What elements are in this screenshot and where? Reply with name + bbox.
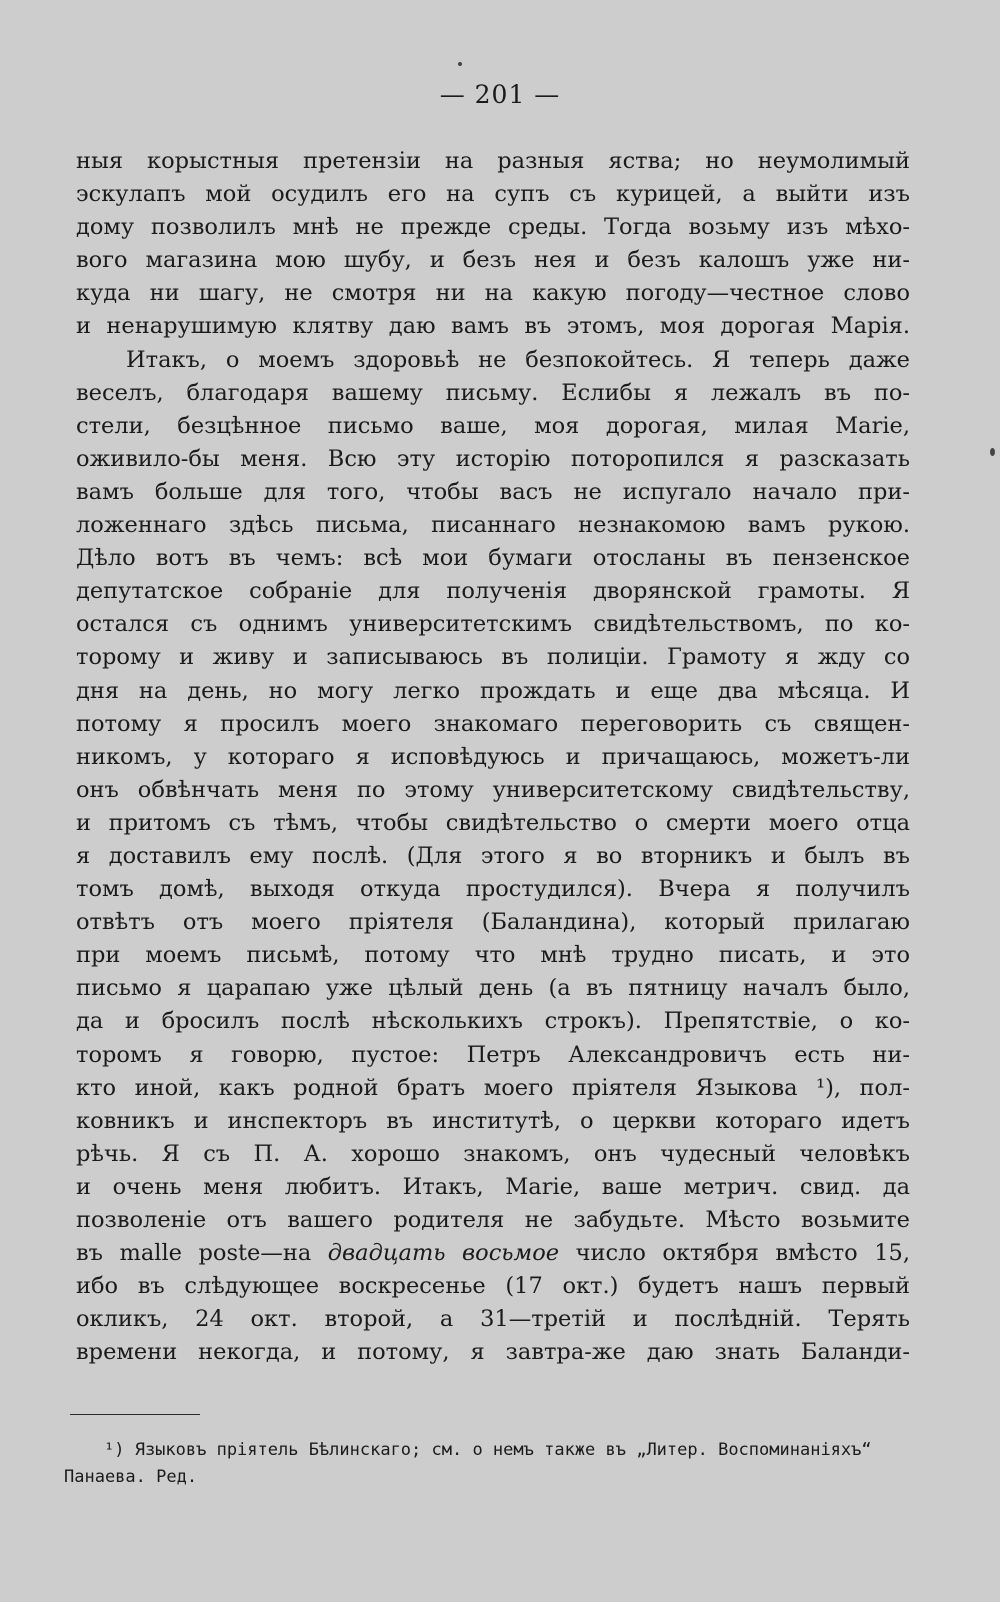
text-segment: въ malle poste—на (76, 1240, 312, 1267)
text-line: ныя корыстныя претензіи на разныя яства; но неумолимый (76, 148, 910, 174)
text-line: депутатское собраніе для полученія дворянской грамоты. Я (76, 578, 910, 605)
text-line: ложеннаго здѣсь письма, писаннаго незнакомою вамъ рукою. (76, 512, 910, 539)
text-line: дня на день, но могу легко прождать и еще два мѣсяца. И (76, 677, 910, 704)
text-line: позволеніе отъ вашего родителя не забудьте. Мѣсто возьмите (76, 1207, 910, 1233)
text-line: ковникъ и инспекторъ въ институтѣ, о церкви котораго идетъ (76, 1107, 910, 1134)
text-line: веселъ, благодаря вашему письму. Еслибы я лежалъ въ по- (76, 379, 910, 406)
body-text (76, 145, 910, 1369)
text-line: я доставилъ ему послѣ. (Для этого я во вторникъ и былъ въ (76, 842, 910, 869)
text-line: да и бросилъ послѣ нѣсколькихъ строкъ). Препятствіе, о ко- (76, 1008, 910, 1035)
text-line: оживило-бы меня. Всю эту исторію поторопился я разсказать (76, 445, 910, 472)
text-line: куда ни шагу, не смотря ни на какую погоду—честное слово (76, 280, 910, 307)
print-speck (458, 62, 462, 66)
text-line: торому и живу и записываюсь въ полиціи. Грамоту я жду со (76, 644, 910, 671)
text-line: торомъ я говорю, пустое: Петръ Александровичъ есть ни- (76, 1041, 910, 1068)
footnote-rule (70, 1414, 200, 1415)
text-line: онъ обвѣнчать меня по этому университетскому свидѣтельству, (76, 776, 910, 803)
footnote-line: Панаева. Ред. (64, 1467, 198, 1487)
text-line: вого магазина мою шубу, и безъ нея и безъ калошъ уже ни- (76, 247, 910, 274)
text-line: эскулапъ мой осудилъ его на супъ съ курицей, а выйти изъ (76, 181, 910, 208)
text-segment: число октября вмѣсто 15, (575, 1240, 910, 1267)
print-speck (990, 448, 995, 456)
text-line: и притомъ съ тѣмъ, чтобы свидѣтельство о смерти моего отца (76, 809, 910, 836)
text-line: ибо въ слѣдующее воскресенье (17 окт.) будетъ нашъ первый (76, 1273, 910, 1300)
text-line: никомъ, у котораго я исповѣдуюсь и причащаюсь, можетъ-ли (76, 743, 910, 770)
text-line: отвѣтъ отъ моего пріятеля (Баландина), который прилагаю (76, 909, 910, 936)
text-line: вамъ больше для того, чтобы васъ не испугало начало при- (76, 478, 910, 505)
text-line: остался съ однимъ университетскимъ свидѣтельствомъ, по ко- (76, 611, 910, 638)
italic-segment: двадцать восьмое (327, 1240, 560, 1267)
text-line: и ненарушимую клятву даю вамъ въ этомъ, моя дорогая Марія. (76, 313, 910, 340)
footnote-line: ¹) Языковъ пріятель Бѣлинскаго; см. о немъ также въ „Литер. Воспоминаніяхъ“ (104, 1440, 872, 1460)
text-line: при моемъ письмѣ, потому что мнѣ трудно писать, и это (76, 942, 910, 969)
footnote (64, 1437, 910, 1491)
page-number: — 201 — (439, 80, 561, 109)
text-line: и очень меня любитъ. Итакъ, Marie, ваше метрич. свид. да (76, 1173, 910, 1200)
text-line: томъ домѣ, выходя откуда простудился). Вчера я получилъ (76, 876, 910, 903)
text-line: окликъ, 24 окт. второй, а 31—третій и послѣдній. Терять (76, 1306, 910, 1333)
text-line-mixed (76, 1237, 910, 1270)
text-line: дому позволилъ мнѣ не прежде среды. Тогда возьму изъ мѣхо- (76, 214, 910, 241)
text-line: времени некогда, и потому, я завтра-же даю знать Баланди- (76, 1339, 910, 1366)
text-line: стели, безцѣнное письмо ваше, моя дорогая, милая Marie, (76, 412, 910, 439)
text-line: письмо я царапаю уже цѣлый день (а въ пятницу началъ было, (76, 975, 910, 1002)
text-line: рѣчь. Я съ П. А. хорошо знакомъ, онъ чудесный человѣкъ (76, 1140, 910, 1167)
text-line: потому я просилъ моего знакомаго переговорить съ священ- (76, 710, 910, 737)
text-line: Итакъ, о моемъ здоровьѣ не безпокойтесь. Я теперь даже (126, 346, 910, 373)
text-line: Дѣло вотъ въ чемъ: всѣ мои бумаги отосланы въ пензенское (76, 545, 910, 572)
text-line: кто иной, какъ родной братъ моего пріятеля Языкова ¹), пол- (76, 1074, 910, 1101)
